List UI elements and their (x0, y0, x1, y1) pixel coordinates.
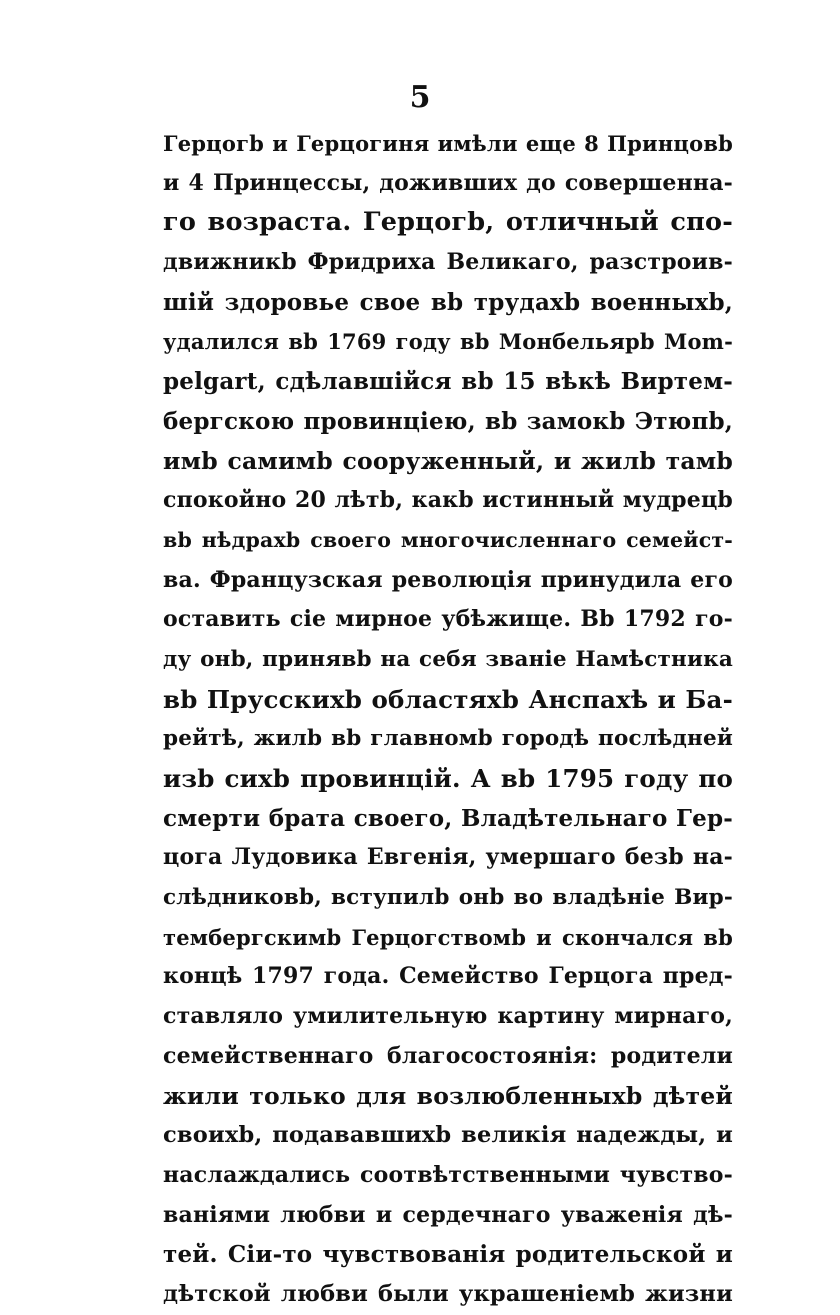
text-line: Герцогb и Герцогиня имѣли еще 8 Принцовb (163, 131, 733, 156)
text-line: имb самимb сооруженный, и жилb тамb (163, 446, 733, 475)
text-line: ваніями любви и сердечнаго уваженія дѣ- (163, 1201, 733, 1228)
body-text (163, 124, 733, 1315)
text-line: дѣтской любви были украшеніемb жизни (163, 1280, 733, 1307)
text-line: движникb Фридриха Великаго, разстроив- (163, 249, 733, 276)
text-line: концѣ 1797 года. Семейство Герцога пред- (163, 963, 733, 990)
text-line: спокойно 20 лѣтb, какb истинный мудрецb (163, 487, 733, 514)
text-line: pelgart, сдѣлавшійся вb 15 вѣкѣ Виртем- (163, 368, 733, 396)
page-number: 5 (409, 80, 431, 115)
text-line: ставляло умилительную картину мирнаго, (163, 1003, 733, 1030)
text-line: наслаждались соотвѣтственными чувство- (163, 1161, 733, 1188)
text-line: шій здоровье свое вb трудахb военныхb, (163, 288, 733, 316)
text-line: тей. Сіи-то чувствованія родительской и (163, 1241, 733, 1269)
text-line: ва. Французская революція принудила его (163, 566, 733, 593)
text-line: цога Лудовика Евгенія, умершаго безb на- (163, 844, 733, 871)
text-line: оставить сіе мирное убѣжище. Вb 1792 го- (163, 606, 733, 633)
text-line: ду онb, принявb на себя званіе Намѣстника (163, 646, 733, 672)
text-line: бергскою провинціею, вb замокb Этюпb, (163, 407, 733, 435)
text-line: своихb, подававшихb великія надежды, и (163, 1122, 733, 1149)
text-line: и 4 Принцессы, доживших до совершенна- (163, 169, 733, 196)
text-line: семейственнаго благосостоянія: родители (163, 1042, 733, 1069)
text-line: го возраста. Герцогb, отличный спо- (163, 207, 733, 238)
text-line: удалился вb 1769 году вb Монбельярb Mom- (163, 329, 733, 355)
text-line: слѣдниковb, вступилb онb во владѣніе Вир- (163, 885, 733, 911)
text-line: вb нѣдрахb своего многочисленнаго семейст- (163, 527, 733, 552)
text-line: изb сихb провинцій. А вb 1795 году по (163, 764, 733, 793)
text-line: рейтѣ, жилb вb главномb городѣ послѣдней (163, 726, 733, 752)
text-line: жили только для возлюбленныхb дѣтей (163, 1081, 733, 1110)
text-line: тембергскимb Герцогствомb и скончался вb (163, 924, 733, 950)
text-line: смерти брата своего, Владѣтельнаго Гер- (163, 804, 733, 832)
text-line: вb Прусскихb областяхb Анспахѣ и Ба- (163, 684, 733, 714)
